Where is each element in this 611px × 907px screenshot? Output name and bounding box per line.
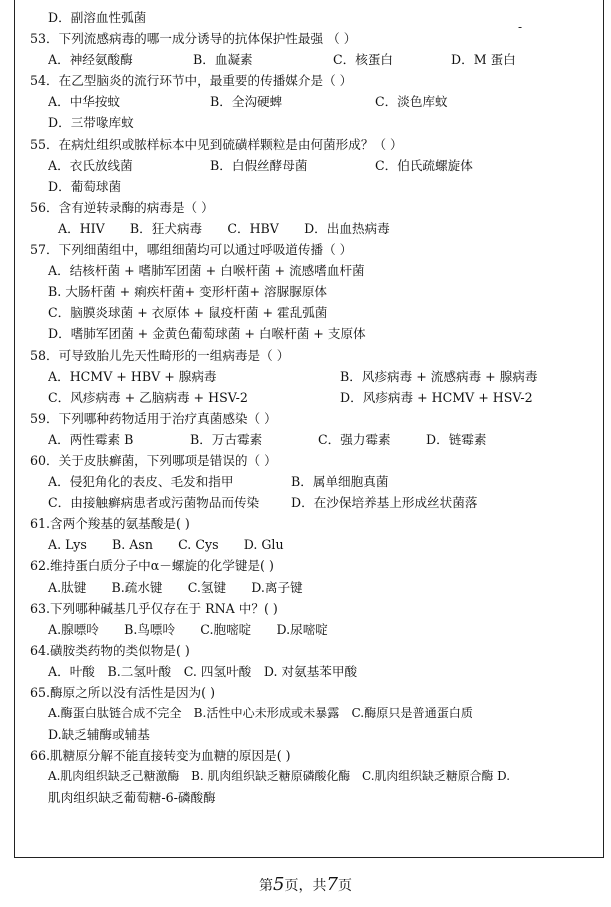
option-d: D．风疹病毒 + HCMV + HSV-2: [340, 389, 533, 405]
option-a: A．侵犯角化的表皮、毛发和指甲: [48, 474, 234, 490]
footer-suffix: 页: [337, 878, 352, 894]
total-page-number: 7: [326, 874, 338, 895]
option-b: B．白假丝酵母菌: [210, 157, 308, 173]
current-page-number: 5: [273, 874, 285, 895]
question-53-stem: 53．下列流感病毒的哪一成分诱导的抗体保护性最强 （ ）: [30, 31, 357, 47]
question-60-stem: 60．关于皮肤癣菌，下列哪项是错误的（ ）: [30, 452, 277, 468]
question-59-options: [30, 429, 595, 450]
option-b: B．血凝素: [193, 52, 253, 68]
option-c: C．由接触癣病患者或污菌物品而传染: [48, 495, 260, 511]
footer-prefix: 第: [259, 878, 274, 894]
question-63-stem: 63.下列哪种碱基几乎仅存在于 RNA 中？( ): [30, 600, 278, 616]
question-57-stem: 57．下列细菌组中，哪组细菌均可以通过呼吸道传播（ ）: [30, 242, 353, 258]
exam-questions: [30, 7, 595, 809]
option-a: A．神经氨酸酶: [48, 52, 133, 68]
question-65-options-line1: A.酶蛋白肽链合成不完全 B.活性中心未形成或未暴露 C.酶原只是普通蛋白质: [48, 706, 473, 721]
question-59-stem: 59．下列哪种药物适用于治疗真菌感染（ ）: [30, 410, 277, 426]
option-c: C．脑膜炎球菌 + 衣原体 + 鼠疫杆菌 + 霍乱弧菌: [48, 305, 328, 321]
option-c: C．核蛋白: [333, 52, 394, 68]
question-66-options-line2: 肌肉组织缺乏葡萄糖-6-磷酸酶: [48, 790, 216, 806]
option-a: A．中华按蚊: [48, 94, 121, 110]
question-54-stem: 54．在乙型脑炎的流行环节中，最重要的传播媒介是（ ）: [30, 73, 353, 89]
option-d: D．副溶血性弧菌: [48, 10, 147, 25]
question-65-stem: 65.酶原之所以没有活性是因为( ): [30, 685, 215, 700]
option-b: B．全沟硬蜱: [210, 94, 283, 110]
question-55-options: [30, 155, 595, 176]
question-56-stem: 56．含有逆转录酶的病毒是（ ）: [30, 199, 214, 215]
question-66-stem: 66.肌糖原分解不能直接转变为血糖的原因是( ): [30, 748, 291, 764]
question-64-stem: 64.磺胺类药物的类似物是( ): [30, 642, 190, 658]
option-c: C．淡色库蚊: [375, 94, 448, 110]
option-c: C．强力霉素: [318, 431, 391, 447]
page-footer: [0, 874, 611, 895]
option-b: B. 大肠杆菌 + 痢疾杆菌+ 变形杆菌+ 溶脲脲原体: [48, 284, 328, 300]
option-d: D．三带喙库蚊: [48, 115, 134, 131]
option-b: B．属单细胞真菌: [291, 474, 389, 490]
option-d: D．M 蛋白: [451, 52, 516, 68]
question-63-options: A.腺嘌呤 B.鸟嘌呤 C.胞嘧啶 D.尿嘧啶: [48, 621, 328, 637]
question-54-options: [30, 91, 595, 112]
option-c: C．风疹病毒 + 乙脑病毒 + HSV-2: [48, 389, 248, 405]
margin-mark: -: [518, 20, 523, 34]
question-61-options: A. Lys B. Asn C. Cys D. Glu: [48, 537, 284, 553]
option-a: A．两性霉素 B: [48, 431, 134, 447]
question-55-stem: 55．在病灶组织或脓样标本中见到硫磺样颗粒是由何菌形成？（ ）: [30, 136, 403, 152]
option-d: D．嗜肺军团菌 + 金黄色葡萄球菌 + 白喉杆菌 + 支原体: [48, 326, 366, 342]
question-65-options-line2: D.缺乏辅酶或辅基: [48, 727, 150, 743]
footer-middle: 页，共: [284, 878, 327, 894]
option-d: D．在沙保培养基上形成丝状菌落: [291, 495, 478, 511]
question-60-options-cd: [30, 492, 595, 513]
question-61-stem: 61.含两个羧基的氨基酸是( ): [30, 516, 190, 532]
option-a: A．结核杆菌 + 嗜肺军团菌 + 白喉杆菌 + 流感嗜血杆菌: [48, 263, 365, 279]
question-58-options-ab: [30, 366, 595, 387]
option-d: D．链霉素: [426, 431, 487, 447]
question-62-stem: 62.维持蛋白质分子中α－螺旋的化学键是( ): [30, 558, 274, 574]
question-66-options-line1: A.肌肉组织缺乏己糖激酶 B. 肌肉组织缺乏糖原磷酸化酶 C.肌肉组织缺乏糖原合酶 D.: [48, 769, 511, 784]
option-c: C．伯氏疏螺旋体: [375, 157, 473, 173]
question-62-options: A.肽键 B.疏水键 C.氢键 D.离子键: [48, 579, 303, 595]
option-a: A．HCMV + HBV + 腺病毒: [48, 368, 217, 384]
question-60-options-ab: [30, 471, 595, 492]
question-58-options-cd: [30, 387, 595, 408]
option-b: B．万古霉素: [190, 431, 263, 447]
option-d: D．葡萄球菌: [48, 178, 122, 194]
question-58-stem: 58．可导致胎儿先天性畸形的一组病毒是（ ）: [30, 347, 290, 363]
question-56-options: A．HIV B．狂犬病毒 C．HBV D．出血热病毒: [58, 220, 390, 236]
option-b: B．风疹病毒 + 流感病毒 + 腺病毒: [340, 368, 538, 384]
question-64-options: A．叶酸 B.二氢叶酸 C. 四氢叶酸 D. 对氨基苯甲酸: [48, 663, 358, 679]
question-53-options: [30, 49, 595, 70]
option-a: A．衣氏放线菌: [48, 157, 133, 173]
